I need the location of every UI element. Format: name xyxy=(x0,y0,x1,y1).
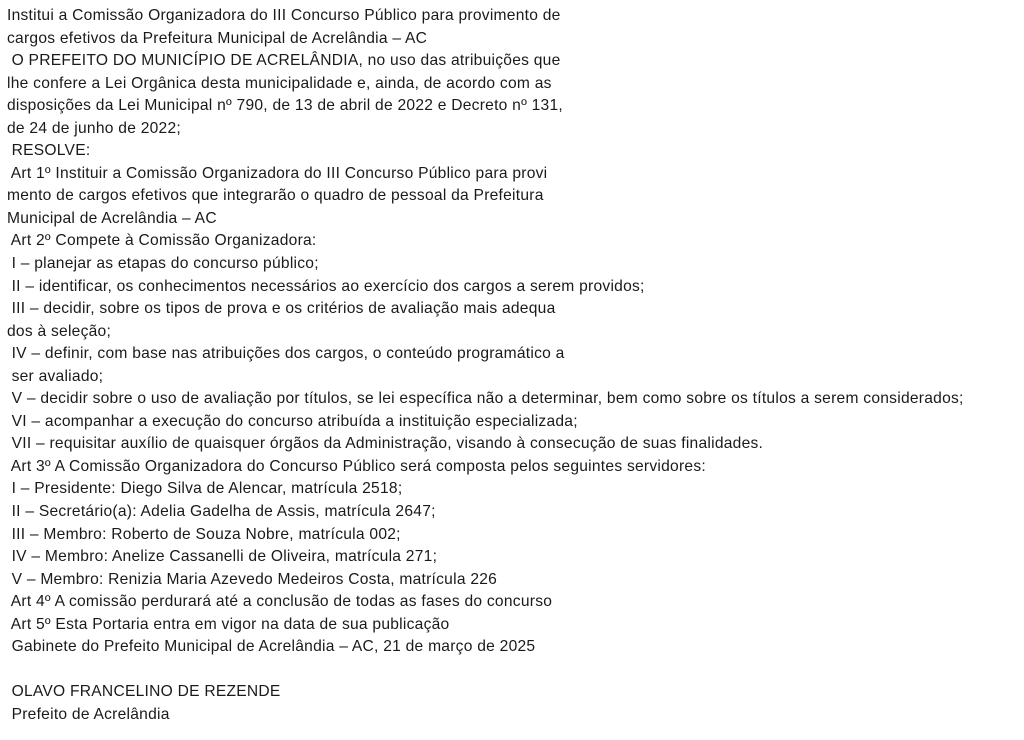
text-line: Gabinete do Prefeito Municipal de Acrelândia – AC, 21 de março de 2025 xyxy=(7,638,536,656)
text-line: II – Secretário(a): Adelia Gadelha de Assis, matrícula 2647; xyxy=(7,503,436,521)
text-line: I – planejar as etapas do concurso público; xyxy=(7,255,319,273)
text-line: lhe confere a Lei Orgânica desta municipalidade e, ainda, de acordo com as xyxy=(7,74,552,92)
text-line: Prefeito de Acrelândia xyxy=(7,705,170,723)
text-line: disposições da Lei Municipal nº 790, de 13 de abril de 2022 e Decreto nº 131, xyxy=(7,97,563,115)
text-line: Art 1º Instituir a Comissão Organizadora do III Concurso Público para provi xyxy=(7,164,548,182)
text-line: IV – definir, com base nas atribuições dos cargos, o conteúdo programático a xyxy=(7,345,565,363)
text-line xyxy=(7,659,1024,682)
text-line: Municipal de Acrelândia – AC xyxy=(7,209,217,227)
text-line: II – identificar, os conhecimentos necessários ao exercício dos cargos a serem providos; xyxy=(7,277,645,295)
text-line: O PREFEITO DO MUNICÍPIO DE ACRELÂNDIA, no uso das atribuições que xyxy=(7,52,561,70)
text-line: VII – requisitar auxílio de quaisquer órgãos da Administração, visando à consecução de suas finalidades. xyxy=(7,435,764,453)
text-line: Art 4º A comissão perdurará até a conclusão de todas as fases do concurso xyxy=(7,593,553,611)
text-line: V – Membro: Renizia Maria Azevedo Medeiros Costa, matrícula 226 xyxy=(7,570,498,588)
text-line: Institui a Comissão Organizadora do III Concurso Público para provimento de xyxy=(7,7,561,24)
text-line: mento de cargos efetivos que integrarão o quadro de pessoal da Prefeitura xyxy=(7,187,544,205)
text-line: de 24 de junho de 2022; xyxy=(7,119,181,137)
text-line: IV – Membro: Anelize Cassanelli de Oliveira, matrícula 271; xyxy=(7,548,438,566)
text-line: RESOLVE: xyxy=(7,142,91,160)
text-line: OLAVO FRANCELINO DE REZENDE xyxy=(7,683,281,701)
text-line: III – Membro: Roberto de Souza Nobre, matrícula 002; xyxy=(7,525,401,543)
text-line: VI – acompanhar a execução do concurso atribuída a instituição especializada; xyxy=(7,412,578,430)
text-line: ser avaliado; xyxy=(7,367,104,385)
text-line: dos à seleção; xyxy=(7,322,112,340)
text-line: Art 2º Compete à Comissão Organizadora: xyxy=(7,232,317,250)
text-line: V – decidir sobre o uso de avaliação por títulos, se lei específica não a determinar, bem como sobre os títulos a serem considerados; xyxy=(7,390,964,408)
text-line: Art 3º A Comissão Organizadora do Concurso Público será composta pelos seguintes servidores: xyxy=(7,457,706,475)
text-line: cargos efetivos da Prefeitura Municipal de Acrelândia – AC xyxy=(7,29,428,47)
text-line: III – decidir, sobre os tipos de prova e os critérios de avaliação mais adequa xyxy=(7,300,556,318)
text-line: I – Presidente: Diego Silva de Alencar, matrícula 2518; xyxy=(7,480,403,498)
text-line: Art 5º Esta Portaria entra em vigor na data de sua publicação xyxy=(7,615,450,633)
